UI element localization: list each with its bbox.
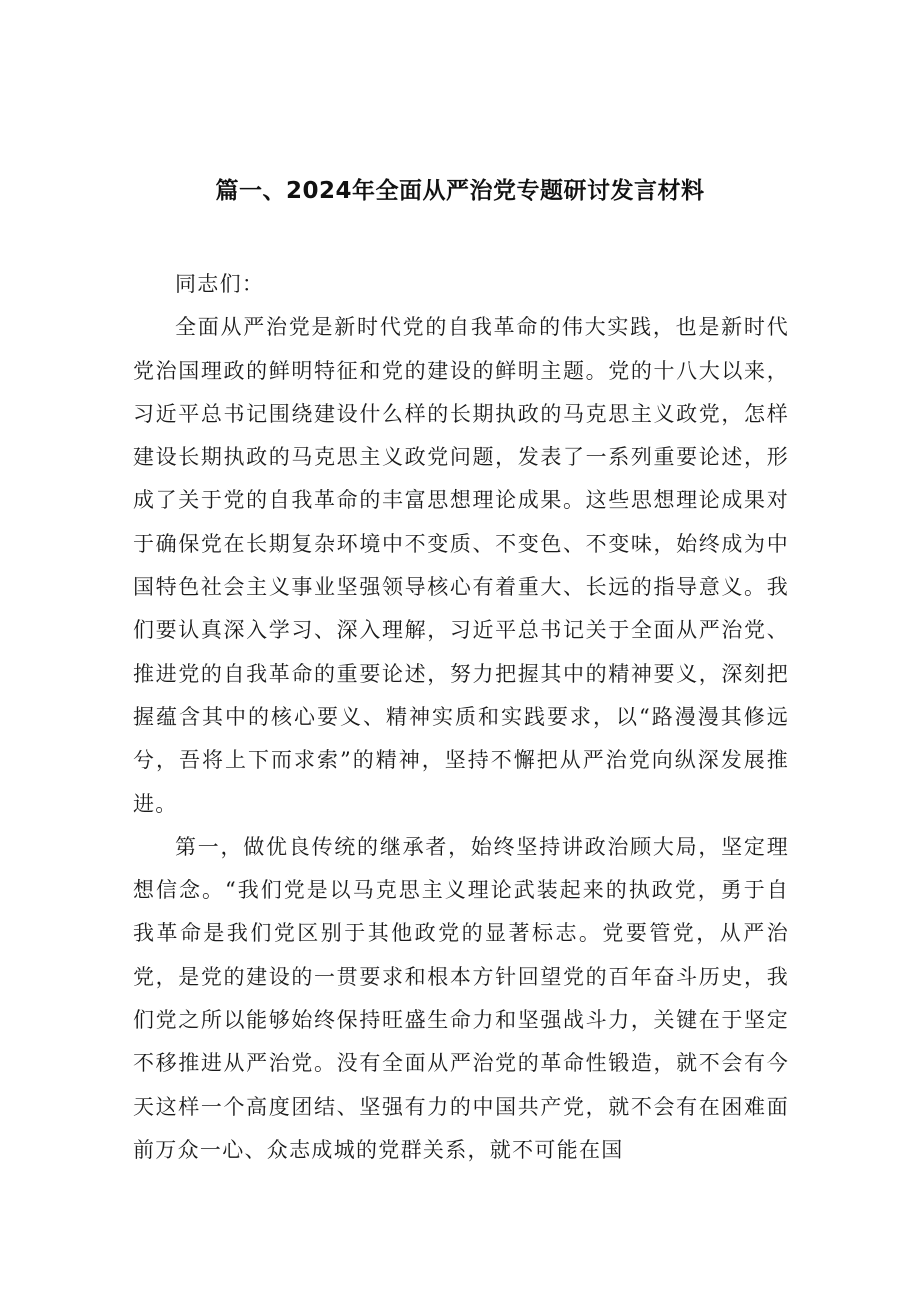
salutation: 同志们： [175, 272, 265, 296]
paragraph-1: 全面从严治党是新时代党的自我革命的伟大实践，也是新时代党治国理政的鲜明特征和党的建设的鲜明主题。党的十八大以来，习近平总书记围绕建设什么样的长期执政的马克思主义政党，怎样建设长期执政的马克思主义政党问题，发表了一系列重要论述，形成了关于党的自我革命的丰富思想理论成果。这些思想理论成果对于确保党在长期复杂环境中不变质、不变色、不变味，始终成为中国特色社会主义事业坚强领导核心有着重大、长远的指导意义。我们要认真深入学习、深入理解，习近平总书记关于全面从严治党、推进党的自我革命的重要论述，努力把握其中的精神要义，深刻把握蕴含其中的核心要义、精神实质和实践要求，以“路漫漫其修远兮，吾将上下而求索”的精神，坚持不懈把从严治党向纵深发展推进。 [133, 315, 789, 816]
document-body [133, 263, 789, 1172]
paragraph-2: 第一，做优良传统的继承者，始终坚持讲政治顾大局，坚定理想信念。“我们党是以马克思主义理论武装起来的执政党，勇于自我革命是我们党区别于其他政党的显著标志。党要管党，从严治党，是党的建设的一贯要求和根本方针回望党的百年奋斗历史，我们党之所以能够始终保持旺盛生命力和坚强战斗力，关键在于坚定不移推进从严治党。没有全面从严治党的革命性锻造，就不会有今天这样一个高度团结、坚强有力的中国共产党，就不会有在困难面前万众一心、众志成城的党群关系，就不可能在国 [133, 834, 789, 1162]
document-title: 篇一、2024年全面从严治党专题研讨发言材料 [215, 178, 705, 204]
